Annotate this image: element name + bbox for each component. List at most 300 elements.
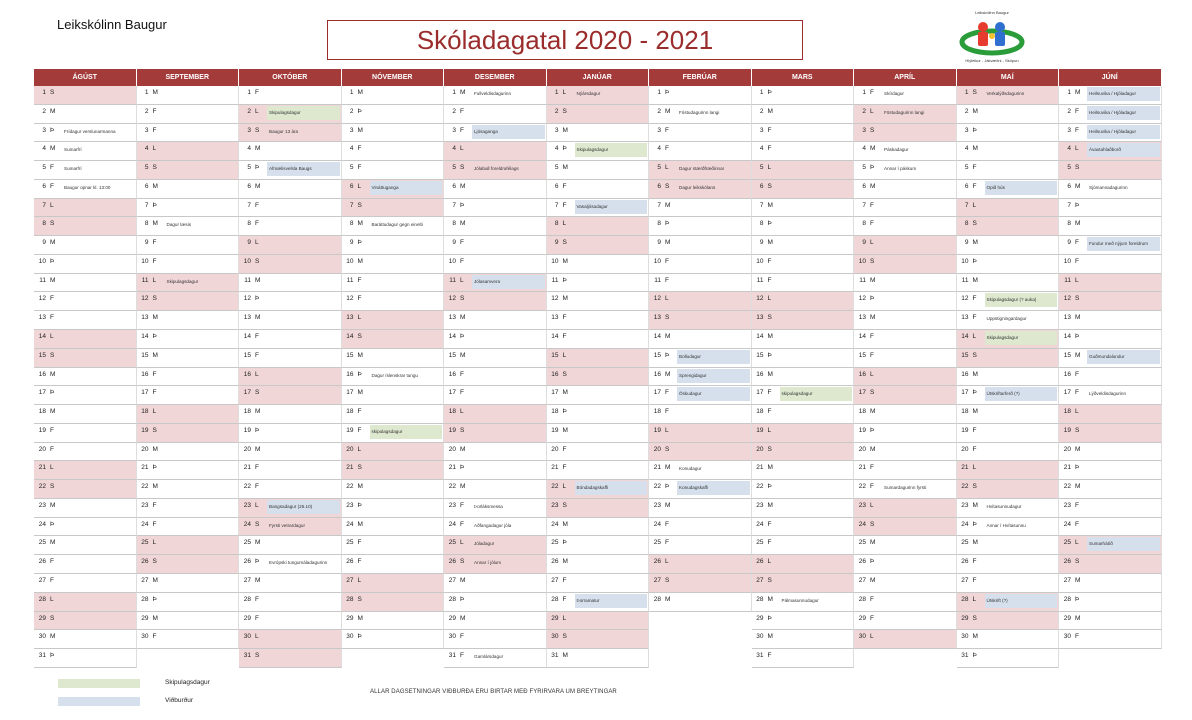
day-number: 19 [1063,426,1071,434]
day-cell [34,480,137,499]
day-number: 30 [1063,633,1071,641]
day-number: 30 [858,633,866,641]
day-number: 5 [759,164,764,172]
weekday-letter: M [972,145,978,153]
day-cell [1059,236,1162,255]
weekday-letter: M [870,445,876,453]
day-cell [649,236,752,255]
weekday-letter: L [870,501,874,509]
day-number: 20 [346,445,354,453]
day-cell [547,274,650,293]
day-number: 2 [349,107,354,115]
holiday-label: Fyrsti vetrardagur [269,522,305,528]
weekday-letter: F [665,539,669,547]
day-cell [239,649,342,668]
day-cell [957,443,1060,462]
weekday-letter: S [357,595,362,603]
weekday-letter: F [665,257,669,265]
day-cell [1059,274,1162,293]
weekday-letter: M [152,614,158,622]
day-number: 1 [759,89,764,96]
event-label: Vasaljósadagur [575,200,648,214]
day-number: 13 [858,314,866,322]
day-cell [649,180,752,199]
day-cell [239,217,342,236]
weekday-letter: F [562,577,567,585]
day-number: 7 [1067,201,1071,209]
legend-swatch-planning-day [58,679,140,688]
day-cell [752,405,855,424]
weekday-letter: L [152,145,157,153]
day-cell [444,255,547,274]
day-number: 17 [448,389,456,397]
weekday-letter: F [562,182,567,190]
day-number: 7 [964,201,969,209]
holiday-label: Annar í páskum [884,166,917,172]
day-cell [239,536,342,555]
day-cell [649,593,752,612]
weekday-letter: L [870,239,874,247]
weekday-letter: Þ [562,145,567,153]
weekday-letter: F [357,145,362,153]
day-cell [34,368,137,387]
day-cell [752,199,855,218]
weekday-letter: Þ [50,126,55,134]
day-number: 30 [448,633,456,641]
weekday-letter: Þ [1075,464,1080,472]
day-cell [137,593,240,612]
day-cell [444,311,547,330]
planning-day-label: Skipulagsdagur (? auka) [985,293,1058,307]
day-cell [752,124,855,143]
weekday-letter: Þ [152,201,157,209]
day-cell [1059,255,1162,274]
day-number: 21 [448,464,456,472]
day-number: 14 [243,333,251,340]
day-cell [1059,536,1162,555]
day-number: 1 [964,89,969,96]
disclaimer-note: ALLAR DAGSETNINGAR VIÐBURÐA ERU BIRTAR MEÐ FYRIRVARA UM BREYTINGAR [370,689,617,695]
day-cell [752,368,855,387]
day-number: 6 [1067,182,1071,190]
planning-day-label: Skipulagsdagur [575,143,648,157]
weekday-letter: M [767,239,773,247]
day-cell [239,612,342,631]
day-cell [854,443,957,462]
day-number: 14 [653,333,661,340]
day-cell [649,217,752,236]
day-cell [239,443,342,462]
day-cell [547,536,650,555]
weekday-letter: M [460,351,466,359]
event-label: Ljósaganga [472,125,545,139]
day-cell [342,593,445,612]
day-cell [444,649,547,668]
day-cell [239,386,342,405]
day-cell [444,593,547,612]
day-number: 29 [756,614,764,622]
weekday-letter: F [870,595,874,603]
day-cell [547,480,650,499]
weekday-letter: F [767,126,772,134]
day-number: 22 [756,483,764,491]
day-cell [137,255,240,274]
day-cell [957,330,1060,349]
day-number: 28 [653,595,661,603]
day-cell [239,161,342,180]
weekday-letter: M [152,445,158,453]
day-cell [957,536,1060,555]
day-cell [752,593,855,612]
day-cell [239,555,342,574]
day-number: 2 [1067,107,1071,115]
day-number: 1 [452,89,456,96]
event-label: Bolludagur [677,350,750,364]
day-number: 30 [141,633,149,641]
weekday-letter: S [1075,426,1080,434]
day-number: 8 [349,220,354,228]
day-number: 20 [756,445,764,453]
day-number: 14 [756,333,764,340]
day-cell [1059,105,1162,124]
day-number: 6 [144,182,149,190]
day-cell [957,612,1060,631]
weekday-letter: M [972,370,978,378]
day-number: 13 [551,314,559,322]
day-number: 1 [349,89,354,96]
day-number: 20 [243,445,251,453]
weekday-letter: Þ [50,389,55,397]
weekday-letter: M [562,389,568,397]
weekday-letter: Þ [665,89,670,96]
day-number: 29 [38,614,46,622]
weekday-letter: F [255,89,259,96]
weekday-letter: S [972,483,977,491]
day-number: 17 [346,389,354,397]
weekday-letter: S [460,295,465,303]
day-number: 24 [141,520,149,528]
day-number: 22 [858,483,866,491]
weekday-letter: F [152,126,157,134]
weekday-letter: M [1075,614,1081,622]
day-number: 7 [759,201,764,209]
day-cell [547,161,650,180]
weekday-letter: F [152,501,157,509]
weekday-letter: F [562,201,567,209]
day-number: 17 [961,389,969,397]
title-text: Skóladagatal 2020 - 2021 [416,25,714,55]
day-number: 28 [961,595,969,603]
day-cell [649,330,752,349]
holiday-label: Baráttudagur gegn einelti [371,222,423,228]
weekday-letter: S [357,201,362,209]
weekday-letter: S [255,389,260,397]
holiday-label: Jóladagur [474,541,495,547]
day-cell [239,124,342,143]
day-number: 6 [42,182,46,190]
holiday-label: Nýársdagur [576,91,601,96]
day-cell [547,424,650,443]
weekday-letter: M [357,220,363,228]
day-cell [342,386,445,405]
day-cell [957,161,1060,180]
day-cell [649,255,752,274]
day-number: 31 [756,652,764,660]
day-number: 24 [448,520,456,528]
holiday-label: Verkalýðsdagurinn [986,91,1025,96]
day-number: 3 [349,126,354,134]
planning-day-label: Skipulagsdagur [267,106,340,120]
day-number: 18 [756,408,764,416]
day-number: 26 [961,558,969,566]
weekday-letter: F [357,558,362,566]
weekday-letter: M [562,126,568,134]
day-cell [854,255,957,274]
weekday-letter: M [50,539,56,547]
weekday-letter: L [972,333,977,340]
weekday-letter: S [562,501,567,509]
day-cell [854,124,957,143]
weekday-letter: M [972,501,978,509]
weekday-letter: S [50,220,55,228]
weekday-letter: F [460,257,464,265]
day-number: 10 [653,257,661,265]
weekday-letter: L [255,107,259,115]
day-number: 13 [243,314,251,322]
weekday-letter: L [562,220,567,228]
day-cell [649,405,752,424]
event-label: Ávaxtahlaðborð [1087,143,1160,157]
day-cell [1059,612,1162,631]
day-cell [752,330,855,349]
day-cell [854,630,957,649]
weekday-letter: S [767,577,772,585]
day-cell [752,555,855,574]
day-number: 19 [346,426,354,434]
day-cell [547,574,650,593]
day-number: 5 [349,164,354,172]
weekday-letter: F [870,201,874,209]
weekday-letter: L [562,351,567,359]
weekday-letter: L [665,164,669,172]
weekday-letter: L [870,370,874,378]
month-header: OKTÓBER [239,69,342,86]
day-cell [752,161,855,180]
calendar-title [327,20,803,60]
day-number: 22 [243,483,251,491]
weekday-letter: L [665,295,669,303]
day-number: 23 [1063,501,1071,509]
day-cell [752,236,855,255]
day-cell [649,536,752,555]
weekday-letter: F [562,464,567,472]
day-number: 11 [244,276,251,284]
day-cell [547,86,650,105]
weekday-letter: S [562,370,567,378]
day-cell [342,443,445,462]
day-number: 8 [42,220,46,228]
day-number: 27 [243,577,251,585]
month-header: JANÚAR [547,69,650,86]
weekday-letter: M [50,145,56,153]
day-cell [1059,630,1162,649]
weekday-letter: M [357,389,363,397]
day-cell [34,593,137,612]
weekday-letter: Þ [665,220,670,228]
day-number: 13 [961,314,969,322]
day-cell [137,105,240,124]
day-number: 20 [141,445,149,453]
weekday-letter: F [1075,633,1079,641]
weekday-letter: Þ [972,652,977,660]
weekday-letter: M [50,408,56,416]
month-header: FEBRÚAR [649,69,752,86]
day-cell [1059,142,1162,161]
day-number: 21 [38,464,46,472]
day-number: 23 [346,501,354,509]
weekday-letter: L [870,633,874,641]
day-number: 23 [961,501,969,509]
day-number: 19 [653,426,661,434]
weekday-letter: L [1075,145,1079,153]
day-number: 21 [858,464,866,472]
weekday-letter: M [50,633,56,641]
day-number: 26 [1063,558,1071,566]
day-cell [137,161,240,180]
day-cell [854,349,957,368]
weekday-letter: M [152,89,158,96]
weekday-letter: F [152,107,157,115]
day-cell [854,386,957,405]
day-number: 28 [551,595,559,603]
day-cell [342,274,445,293]
day-cell [854,612,957,631]
day-number: 9 [144,239,149,247]
day-number: 8 [247,220,251,228]
day-number: 27 [141,577,149,585]
weekday-letter: Þ [767,89,772,96]
holiday-label: Sjómannadagurinn [1089,184,1128,190]
day-number: 1 [144,89,149,96]
weekday-letter: M [870,577,876,585]
weekday-letter: L [870,107,874,115]
day-number: 28 [243,595,251,603]
day-number: 17 [1063,389,1071,397]
day-number: 29 [1063,614,1071,622]
day-number: 9 [1067,239,1071,247]
event-label: Öskudagur [677,387,750,401]
day-cell [547,630,650,649]
day-number: 14 [448,333,456,340]
holiday-label: Dagur læsis [166,222,192,228]
weekday-letter: S [152,426,157,434]
day-cell [444,292,547,311]
day-cell [34,124,137,143]
day-number: 12 [756,295,764,303]
weekday-letter: M [460,89,466,96]
day-number: 9 [452,239,456,247]
day-cell [444,199,547,218]
day-number: 3 [759,126,764,134]
weekday-letter: F [50,558,54,566]
day-number: 23 [448,501,456,509]
month-header: SEPTEMBER [137,69,240,86]
day-number: 24 [551,520,559,528]
day-cell [547,518,650,537]
day-cell [1059,292,1162,311]
weekday-letter: Þ [972,257,977,265]
event-label: Sumarhátíð [1087,537,1160,551]
weekday-letter: M [767,370,773,378]
day-number: 3 [1067,126,1071,134]
day-number: 5 [554,164,559,172]
day-number: 13 [141,314,149,322]
weekday-letter: F [357,295,362,303]
weekday-letter: M [767,464,773,472]
day-number: 10 [38,257,46,265]
month-header: MARS [752,69,855,86]
day-number: 21 [243,464,251,472]
day-number: 8 [657,220,661,228]
weekday-letter: M [562,257,568,265]
weekday-letter: F [767,408,772,416]
day-cell [137,630,240,649]
day-number: 18 [346,408,354,416]
day-number: 3 [452,126,456,134]
weekday-letter: F [767,652,772,660]
weekday-letter: M [1075,220,1081,228]
weekday-letter: M [767,501,773,509]
day-cell [854,536,957,555]
day-number: 10 [141,257,149,265]
day-number: 30 [243,633,251,641]
holiday-label: Annar í jólum [474,560,502,566]
day-number: 19 [141,426,149,434]
day-cell [34,443,137,462]
weekday-letter: M [972,239,978,247]
day-cell [34,574,137,593]
day-cell [239,461,342,480]
weekday-letter: M [562,558,568,566]
event-label: Útskrift (?) [985,594,1058,608]
weekday-letter: M [767,595,773,603]
weekday-letter: M [460,314,466,322]
day-cell [342,424,445,443]
holiday-label: Baugur 13 ára [269,128,299,134]
day-cell [649,86,752,105]
weekday-letter: F [50,182,54,190]
day-cell [137,86,240,105]
day-number: 14 [961,333,969,340]
weekday-letter: F [665,145,669,153]
day-number: 29 [448,614,456,622]
day-cell [649,199,752,218]
day-cell [34,424,137,443]
day-cell [239,274,342,293]
weekday-letter: F [255,220,259,228]
day-number: 29 [858,614,866,622]
weekday-letter: M [50,107,56,115]
weekday-letter: Þ [460,595,465,603]
day-number: 23 [858,501,866,509]
day-cell [137,349,240,368]
day-cell [137,274,240,293]
day-number: 13 [653,314,661,322]
day-number: 22 [653,483,661,491]
day-number: 14 [141,333,149,340]
day-number: 19 [38,426,46,434]
day-cell [444,536,547,555]
